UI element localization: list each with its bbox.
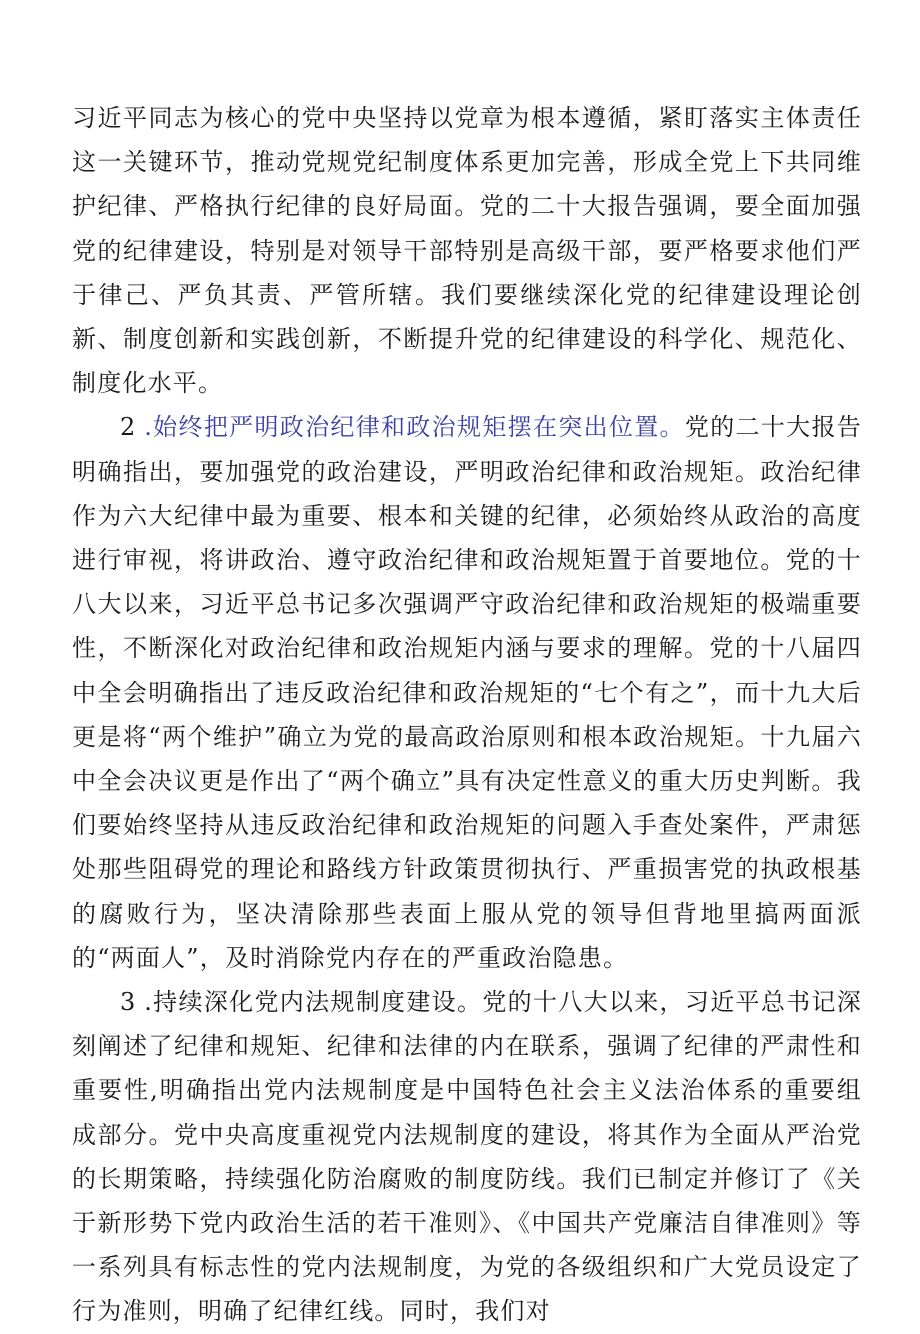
paragraph-section-3 xyxy=(72,980,862,1334)
section-heading: .始终把严明政治纪律和政治规矩摆在突出位置。 xyxy=(144,413,685,442)
paragraph-section-2 xyxy=(72,405,862,980)
document-body xyxy=(72,96,862,1334)
paragraph-text: 党的十八大以来，习近平总书记深刻阐述了纪律和规矩、纪律和法律的内在联系，强调了纪律的严肃性和重要性,明确指出党内法规制度是中国特色社会主义法治体系的重要组成部分。党中央高度重视党内法规制度的建设，将其作为全面从严治党的长期策略，持续强化防治腐败的制度防线。我们已制定并修订了《关于新形势下党内政治生活的若干准则》、《中国共产党廉洁自律准则》等一系列具有标志性的党内法规制度，为党的各级组织和广大党员设定了行为准则，明确了纪律红线。同时，我们对 xyxy=(72,988,862,1326)
paragraph-text: 习近平同志为核心的党中央坚持以党章为根本遵循，紧盯落实主体责任这一关键环节，推动党规党纪制度体系更加完善，形成全党上下共同维护纪律、严格执行纪律的良好局面。党的二十大报告强调，要全面加强党的纪律建设，特别是对领导干部特别是高级干部，要严格要求他们严于律己、严负其责、严管所辖。我们要继续深化党的纪律建设理论创新、制度创新和实践创新，不断提升党的纪律建设的科学化、规范化、制度化水平。 xyxy=(72,104,862,398)
section-number: 2 xyxy=(120,413,136,442)
section-number: 3 xyxy=(120,988,136,1017)
paragraph-text: 党的二十大报告明确指出，要加强党的政治建设，严明政治纪律和政治规矩。政治纪律作为六大纪律中最为重要、根本和关键的纪律，必须始终从政治的高度进行审视，将讲政治、遵守政治纪律和政治规矩置于首要地位。党的十八大以来，习近平总书记多次强调严守政治纪律和政治规矩的极端重要性，不断深化对政治纪律和政治规矩内涵与要求的理解。党的十八届四中全会明确指出了违反政治纪律和政治规矩的“七个有之”，而十九大后更是将“两个维护”确立为党的最高政治原则和根本政治规矩。十九届六中全会决议更是作出了“两个确立”具有决定性意义的重大历史判断。我们要始终坚持从违反政治纪律和政治规矩的问题入手查处案件，严肃惩处那些阻碍党的理论和路线方针政策贯彻执行、严重损害党的执政根基的腐败行为，坚决清除那些表面上服从党的领导但背地里搞两面派的“两面人”，及时消除党内存在的严重政治隐患。 xyxy=(72,413,862,972)
section-heading: .持续深化党内法规制度建设。 xyxy=(144,988,483,1017)
paragraph-continuation xyxy=(72,96,862,405)
